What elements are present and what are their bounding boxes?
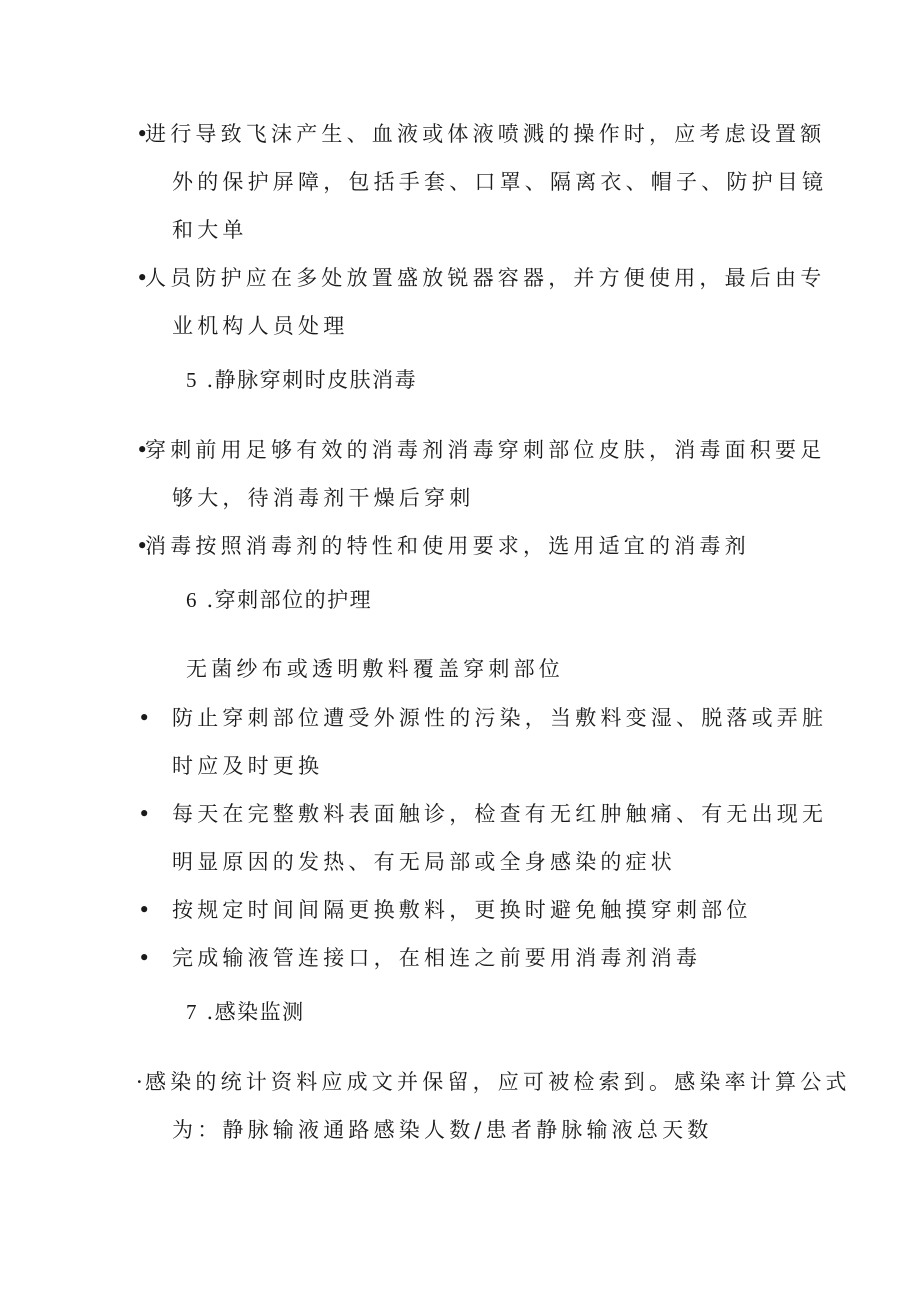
bullet-icon: • <box>136 534 149 558</box>
list-item-text: 防止穿刺部位遭受外源性的污染，当敷料变湿、脱落或弄脏 <box>172 706 828 730</box>
list-item-text: 完成输液管连接口，在相连之前要用消毒剂消毒 <box>172 946 702 970</box>
bullet-icon: • <box>136 122 149 146</box>
list-item-text: 够大，待消毒剂干燥后穿刺 <box>172 486 475 510</box>
section-title: .感染监测 <box>206 1000 305 1024</box>
bullet-icon: • <box>138 802 151 826</box>
bullet-icon: • <box>138 898 151 922</box>
list-item-text: 外的保护屏障，包括手套、口罩、隔离衣、帽子、防护目镜 <box>172 170 828 194</box>
list-item-text: 时应及时更换 <box>172 754 324 778</box>
list-item-text: 业机构人员处理 <box>172 314 349 338</box>
list-item-text: 进行导致飞沫产生、血液或体液喷溅的操作时，应考虑设置额 <box>145 122 826 146</box>
bullet-icon: • <box>138 946 151 970</box>
list-item-text: 为：静脉输液通路感染人数/患者静脉输液总天数 <box>172 1118 713 1142</box>
list-item-text: 每天在完整敷料表面触诊，检查有无红肿触痛、有无出现无 <box>172 802 828 826</box>
section-heading <box>186 586 372 614</box>
bullet-icon: · <box>136 1070 143 1094</box>
section-heading <box>186 366 417 394</box>
section-intro: 无菌纱布或透明敷料覆盖穿刺部位 <box>186 657 564 681</box>
bullet-icon: • <box>136 266 149 290</box>
bullet-icon: • <box>136 438 149 462</box>
section-number: 6 <box>186 588 197 612</box>
section-title: .静脉穿刺时皮肤消毒 <box>206 368 418 392</box>
list-item-text: 人员防护应在多处放置盛放锐器容器，并方便使用，最后由专 <box>145 266 826 290</box>
list-item-text: 感染的统计资料应成文并保留，应可被检索到。感染率计算公式 <box>145 1070 851 1094</box>
section-heading <box>186 998 305 1026</box>
list-item-text: 穿刺前用足够有效的消毒剂消毒穿刺部位皮肤，消毒面积要足 <box>145 438 826 462</box>
section-number: 5 <box>186 368 197 392</box>
bullet-icon: • <box>138 706 151 730</box>
section-title: .穿刺部位的护理 <box>206 588 373 612</box>
list-item-text: 消毒按照消毒剂的特性和使用要求，选用适宜的消毒剂 <box>145 534 750 558</box>
list-item-text: 和大单 <box>172 218 248 242</box>
list-item-text: 按规定时间间隔更换敷料，更换时避免触摸穿刺部位 <box>172 898 752 922</box>
list-item-text: 明显原因的发热、有无局部或全身感染的症状 <box>172 850 676 874</box>
section-number: 7 <box>186 1000 197 1024</box>
